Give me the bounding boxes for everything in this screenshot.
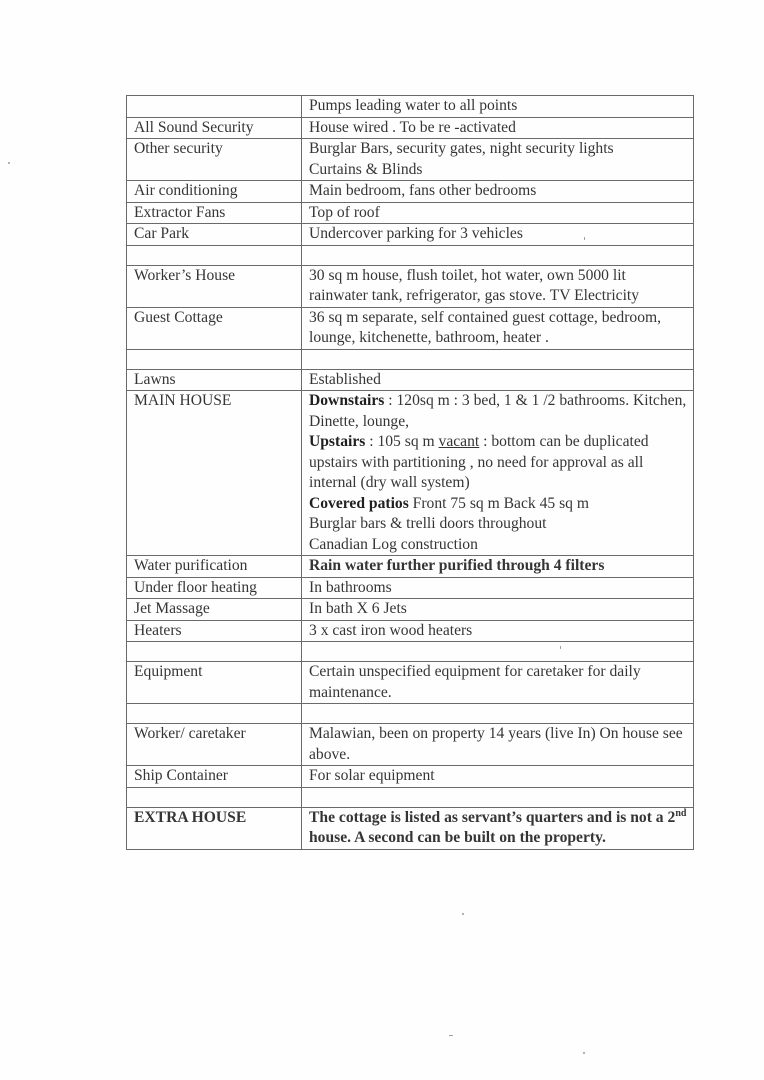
table-row xyxy=(127,96,694,118)
table-row xyxy=(127,265,694,307)
row-label: Worker/ caretaker xyxy=(127,724,302,766)
table-row xyxy=(127,117,694,139)
scan-speck xyxy=(8,162,10,164)
row-value xyxy=(302,139,694,181)
row-label: Ship Container xyxy=(127,766,302,788)
row-value: 30 sq m house, flush toilet, hot water, own 5000 lit rainwater tank, refrigerator, gas stove. TV Electricity xyxy=(302,265,694,307)
row-value: In bath X 6 Jets xyxy=(302,599,694,621)
row-label xyxy=(127,349,302,369)
row-label: Heaters xyxy=(127,620,302,642)
patios-text: Front 75 sq m Back 45 sq m xyxy=(408,494,589,512)
patios-line xyxy=(309,494,687,515)
patios-heading: Covered patios xyxy=(309,494,409,512)
row-value: Main bedroom, fans other bedrooms xyxy=(302,181,694,203)
row-label: Jet Massage xyxy=(127,599,302,621)
table-row xyxy=(127,224,694,246)
row-value: House wired . To be re -activated xyxy=(302,117,694,139)
row-label: Air conditioning xyxy=(127,181,302,203)
table-row xyxy=(127,766,694,788)
table-row xyxy=(127,202,694,224)
row-value xyxy=(302,349,694,369)
blank-row xyxy=(127,642,694,662)
ordinal-suffix: nd xyxy=(675,807,687,819)
scan-speck xyxy=(560,646,561,649)
property-features-table xyxy=(126,95,694,850)
table-row xyxy=(127,662,694,704)
downstairs-line xyxy=(309,391,687,432)
value-line: Burglar bars & trelli doors throughout xyxy=(309,515,547,532)
table-row xyxy=(127,391,694,556)
downstairs-heading: Downstairs xyxy=(309,392,385,409)
upstairs-post: : bottom can be duplicated upstairs with partitioning , no need for approval as all internal (dry wall system) xyxy=(309,433,649,491)
value-line: Canadian Log construction xyxy=(309,535,478,553)
row-label: Worker’s House xyxy=(127,265,302,307)
upstairs-line xyxy=(309,432,687,494)
row-value: Established xyxy=(302,369,694,391)
row-label: All Sound Security xyxy=(127,117,302,139)
row-value: Pumps leading water to all points xyxy=(302,96,694,118)
row-label: Under floor heating xyxy=(127,577,302,599)
table-row xyxy=(127,556,694,578)
table-row xyxy=(127,599,694,621)
row-value xyxy=(302,245,694,265)
table-row xyxy=(127,307,694,349)
row-label: MAIN HOUSE xyxy=(127,391,302,556)
blank-row xyxy=(127,245,694,265)
row-value: For solar equipment xyxy=(302,766,694,788)
table-row xyxy=(127,724,694,766)
value-part: The cottage is listed as servant’s quarters and is not a 2 xyxy=(309,808,676,826)
row-value: 36 sq m separate, self contained guest cottage, bedroom, lounge, kitchenette, bathroom, heater . xyxy=(302,307,694,349)
upstairs-heading: Upstairs xyxy=(309,433,366,450)
row-value xyxy=(302,642,694,662)
row-label xyxy=(127,704,302,724)
blank-row xyxy=(127,349,694,369)
downstairs-text: : 120sq m : 3 bed, 1 & 1 /2 bathrooms. Kitchen, Dinette, lounge, xyxy=(309,392,687,430)
row-value xyxy=(302,704,694,724)
row-value xyxy=(302,807,694,849)
row-value xyxy=(302,391,694,556)
row-value: Undercover parking for 3 vehicles xyxy=(302,224,694,246)
row-label xyxy=(127,642,302,662)
row-label: Equipment xyxy=(127,662,302,704)
table-row xyxy=(127,369,694,391)
row-value: Rain water further purified through 4 filters xyxy=(302,556,694,578)
table-row xyxy=(127,620,694,642)
row-label xyxy=(127,787,302,807)
blank-row xyxy=(127,704,694,724)
row-value: In bathrooms xyxy=(302,577,694,599)
value-line: Burglar Bars, security gates, night security lights xyxy=(309,140,614,157)
row-label xyxy=(127,245,302,265)
table-row xyxy=(127,139,694,181)
value-line: Curtains & Blinds xyxy=(309,160,423,178)
value-part: house. A second can be built on the property. xyxy=(309,829,606,846)
table-row xyxy=(127,807,694,849)
row-label: Car Park xyxy=(127,224,302,246)
row-value: 3 x cast iron wood heaters xyxy=(302,620,694,642)
row-value: Top of roof xyxy=(302,202,694,224)
row-label: EXTRA HOUSE xyxy=(127,807,302,849)
blank-row xyxy=(127,787,694,807)
row-value: Certain unspecified equipment for caretaker for daily maintenance. xyxy=(302,662,694,704)
row-label: Lawns xyxy=(127,369,302,391)
scan-speck xyxy=(583,1052,585,1054)
row-value: Malawian, been on property 14 years (live In) On house see above. xyxy=(302,724,694,766)
row-value xyxy=(302,787,694,807)
row-label: Guest Cottage xyxy=(127,307,302,349)
row-label: Other security xyxy=(127,139,302,181)
row-label: Water purification xyxy=(127,556,302,578)
scan-speck xyxy=(449,1035,453,1036)
scan-speck xyxy=(584,237,585,240)
scan-speck xyxy=(462,913,464,915)
table-row xyxy=(127,181,694,203)
row-label xyxy=(127,96,302,118)
upstairs-vacant: vacant xyxy=(438,433,480,450)
row-label: Extractor Fans xyxy=(127,202,302,224)
table-row xyxy=(127,577,694,599)
upstairs-pre: : 105 sq m xyxy=(365,433,439,450)
